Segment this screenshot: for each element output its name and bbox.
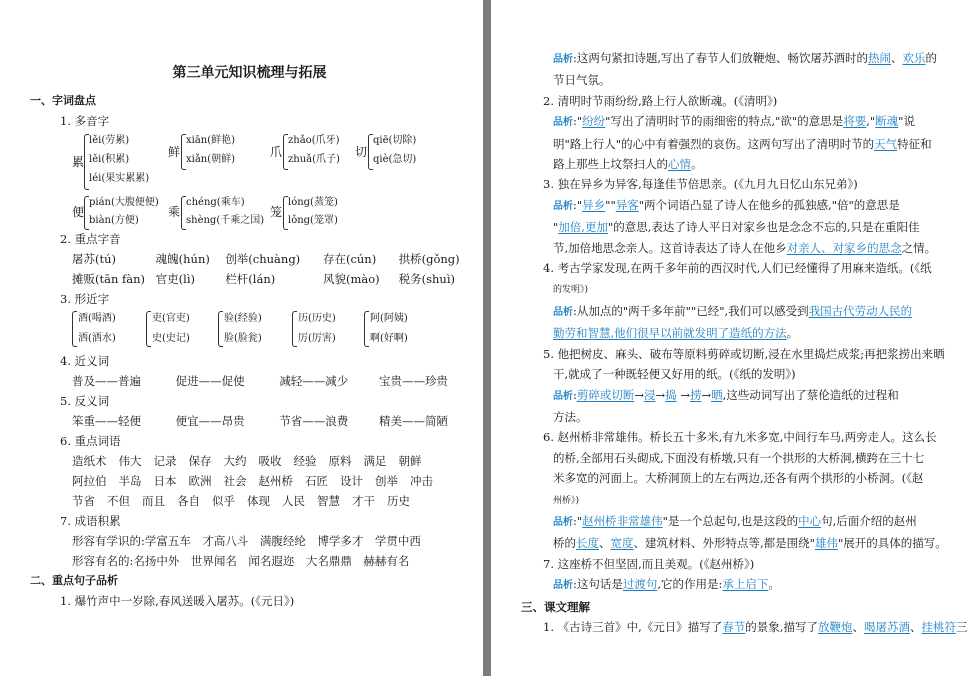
answer-blank: 天气 (874, 136, 898, 151)
key-word: 人民 (282, 494, 305, 508)
analysis-text: 。 (768, 577, 780, 592)
key-word: 创举 (375, 474, 398, 488)
polyphone-row-2 (72, 193, 469, 229)
polyphone-char: 笼 (270, 205, 283, 219)
pronunciation-row (30, 269, 469, 289)
analysis-text: "两个词语凸显了诗人在他乡的孤独感,"倍"的意思是 (638, 197, 900, 212)
analysis-text: 。 (786, 326, 799, 341)
analysis-text: 路上那些上坟祭扫人的 (553, 157, 668, 172)
answer-blank: 捞 (689, 387, 702, 402)
polyphone-char: 便 (72, 205, 85, 219)
arrow-icon: → (634, 387, 645, 402)
key-word: 而且 (142, 494, 165, 508)
sentence-item (531, 427, 959, 511)
key-word: 石匠 (305, 474, 328, 488)
polyphone-reading: qiè(急切) (373, 154, 417, 165)
analysis-text: 桥的 (553, 536, 576, 551)
answer-blank: 断魂 (875, 114, 899, 129)
answer-blank: 雄伟 (814, 536, 838, 551)
analysis-text: 节日气氛。 (553, 73, 611, 88)
similar-item: 厉(厉害) (298, 333, 336, 344)
polyphone-row-1 (72, 131, 469, 193)
polyphone-reading: chéng(乘车) (186, 197, 245, 208)
answer-blank: 长度 (576, 536, 599, 551)
sentence-text: 干,就成了一种既轻便又好用的纸。(《纸的发明》) (553, 367, 796, 382)
analysis-text: 、 (599, 536, 611, 551)
sentence-item: 7. 这座桥不但坚固,而且美观。(《赵州桥》) (543, 556, 755, 571)
analysis-text: "" (605, 197, 616, 212)
antonym-pair: 节省——浪费 (279, 414, 349, 428)
answer-blank: 异乡 (582, 197, 606, 212)
polyphone-reading: zhuǎ(爪子) (288, 154, 340, 165)
key-word: 历史 (387, 494, 410, 508)
pron-item: 存在(cún) (322, 252, 377, 266)
similar-item: 历(历史) (298, 313, 336, 324)
analysis-text: 三 (955, 619, 968, 634)
pron-item: 创举(chuàng) (225, 252, 301, 266)
analysis-text: 之情。 (901, 240, 937, 255)
pron-item: 栏杆(lán) (225, 272, 276, 286)
analysis-text: 的 (925, 51, 938, 65)
answer-blank: 承上启下 (722, 577, 769, 592)
analysis-3 (531, 195, 959, 258)
arrow-icon: → (680, 387, 690, 402)
answer-blank: 剪碎或切断 (576, 387, 635, 402)
polyphone-reading: xiǎn(朝鲜) (186, 154, 236, 165)
key-words-row (30, 451, 469, 471)
analysis-tag: 品析 (553, 306, 573, 318)
answer-blank: 春节 (722, 619, 746, 634)
analysis-text: 、 (852, 619, 864, 634)
subheading-antonyms: 5. 反义词 (60, 394, 110, 408)
similar-item: 啊(好啊) (370, 333, 408, 344)
polyphone-reading: lěi(积累) (89, 154, 130, 165)
key-word: 设计 (340, 474, 363, 488)
polyphone-reading: lóng(蒸笼) (288, 197, 338, 208)
polyphone-reading: pián(大腹便便) (89, 197, 159, 208)
analysis-text: :这句话是 (573, 577, 623, 592)
arrow-icon: → (701, 387, 712, 402)
synonym-pair: 宝贵——珍贵 (378, 374, 448, 388)
brace (72, 311, 77, 347)
key-word: 吸收 (258, 454, 282, 468)
arrow-icon: → (655, 387, 666, 402)
analysis-tag: 品析 (553, 516, 573, 528)
answer-blank: 晒 (711, 387, 723, 402)
sentence-text: 5. 他把树皮、麻头、破布等原料剪碎或切断,浸在水里捣烂成浆;再把浆捞出来晒 (543, 346, 945, 361)
sentence-source: 州桥》) (553, 495, 580, 506)
key-word: 各自 (177, 494, 200, 508)
key-word: 体现 (247, 494, 270, 508)
pronunciation-row (30, 249, 469, 269)
analysis-5 (531, 385, 959, 428)
polyphone-reading: shèng(千乘之国) (186, 215, 265, 226)
similar-item: 史(史记) (152, 333, 190, 344)
sentence-text: 6. 赵州桥非常雄伟。桥长五十多米,有九米多宽,中间行车马,两旁走人。这么长 (543, 430, 937, 445)
answer-blank: 我国古代劳动人民的 (808, 303, 913, 318)
key-word: 大约 (223, 454, 247, 468)
analysis-text: 方法。 (553, 409, 588, 424)
polyphone-char: 切 (355, 145, 368, 159)
analysis-text: :从加点的"两千多年前""已经",我们可以感受到 (573, 303, 809, 318)
answer-blank: 宽度 (610, 536, 634, 551)
analysis-text: 、 (909, 619, 922, 634)
sentence-item (531, 258, 959, 301)
section-heading-sentences: 二、重点句子品析 (30, 574, 118, 587)
analysis-text: 。 (691, 157, 703, 172)
idiom-line: 形容有名的:名扬中外 世界闻名 闻名遐迩 大名鼎鼎 赫赫有名 (72, 554, 410, 568)
polyphone-char: 累 (72, 155, 85, 169)
pron-item: 拱桥(gǒng) (398, 252, 460, 266)
analysis-text: 明"路上行人"的心中有着强烈的哀伤。这两句写出了清明时节的 (553, 136, 875, 151)
pron-item: 税务(shuì) (398, 272, 455, 286)
similar-item: 脸(脸瓮) (224, 333, 262, 344)
answer-blank: 对亲人、对家乡的思念 (786, 240, 902, 255)
answer-blank: 浸 (644, 387, 656, 402)
sentence-text: 米多宽的河面上。大桥洞顶上的左右两边,还各有两个拱形的小桥洞。(《赵 (553, 471, 924, 486)
polyphone-reading: xiān(鲜艳) (186, 135, 236, 146)
synonym-pair: 普及——普遍 (72, 374, 141, 388)
right-page (491, 0, 973, 676)
polyphone-reading: zhǎo(爪牙) (288, 135, 340, 146)
key-word: 记录 (153, 454, 177, 468)
key-word: 造纸术 (72, 454, 107, 468)
brace (292, 311, 297, 347)
similar-item: 吏(官吏) (152, 313, 190, 324)
pron-item: 魂魄(hún) (155, 252, 210, 266)
analysis-text: :这两句紧扣诗题,写出了春节人们放鞭炮、畅饮屠苏酒时的 (573, 51, 869, 65)
key-word: 朝鲜 (398, 454, 422, 468)
analysis-text: "的意思,表达了诗人平日对家乡也是念念不忘的,只是在重阳佳 (607, 220, 920, 235)
section-heading-vocabulary: 一、字词盘点 (30, 94, 96, 107)
key-word: 冲击 (410, 474, 433, 488)
polyphone-reading: biàn(方便) (89, 215, 139, 226)
key-word: 智慧 (317, 494, 340, 508)
similar-item: 阿(阿姨) (370, 313, 408, 324)
analysis-2 (531, 111, 959, 174)
polyphone-char: 爪 (270, 145, 283, 159)
analysis-text: :" (573, 197, 583, 212)
sentence-item: 3. 独在异乡为异客,每逢佳节倍思亲。(《九月九日忆山东兄弟》) (543, 177, 858, 192)
key-word: 满足 (363, 454, 387, 468)
analysis-tag: 品析 (553, 580, 573, 592)
key-word: 赵州桥 (258, 474, 293, 488)
key-word: 半岛 (118, 474, 142, 488)
polyphone-char: 鲜 (168, 145, 181, 159)
answer-blank: 捣 (665, 387, 677, 402)
pron-item: 摊贩(tān fàn) (72, 272, 146, 286)
analysis-text: "说 (898, 114, 915, 129)
analysis-text: " (553, 220, 559, 235)
subheading-key-words: 6. 重点词语 (60, 434, 121, 448)
key-word: 经验 (293, 454, 317, 468)
answer-blank: 勤劳和智慧,他们很早以前就发明了造纸的方法 (553, 326, 787, 341)
key-word: 欧洲 (188, 474, 212, 488)
page-title: 第三单元知识梳理与拓展 (172, 65, 327, 81)
page-gutter (483, 0, 491, 676)
answer-blank: 欢乐 (902, 51, 926, 65)
analysis-text: 1. 《古诗三首》中,《元日》描写了 (543, 619, 723, 634)
answer-blank: 纷纷 (582, 114, 606, 129)
polyphone-reading: léi(果实累累) (89, 173, 150, 184)
sentence-text: 4. 考古学家发现,在两千多年前的西汉时代,人们已经懂得了用麻来造纸。(《纸 (543, 261, 932, 276)
brace (218, 311, 223, 347)
subheading-synonyms: 4. 近义词 (60, 354, 110, 368)
brace (146, 311, 151, 347)
key-word: 伟大 (118, 454, 142, 468)
analysis-text: "写出了清明时节的雨细密的特点,"欲"的意思是 (605, 114, 844, 129)
answer-blank: 挂桃符 (921, 619, 956, 634)
similar-item: 酒(喝酒) (78, 313, 116, 324)
answer-blank: 热闹 (868, 51, 892, 65)
analysis-tag: 品析 (553, 54, 573, 65)
answer-blank: 中心 (798, 513, 822, 528)
analysis-text: 、建筑材料、外形特点等,都是围绕" (633, 536, 815, 551)
section-heading-text-understanding: 三、课文理解 (521, 599, 590, 614)
analysis-text: :" (573, 513, 583, 528)
answer-blank: 喝屠苏酒 (863, 619, 910, 634)
key-word: 节省 (72, 494, 95, 508)
answer-blank: 放鞭炮 (817, 619, 853, 634)
analysis-text: ,这些动词写出了蔡伦造纸的过程和 (722, 387, 899, 402)
key-word: 才干 (352, 494, 375, 508)
key-word: 保存 (188, 454, 212, 468)
subheading-similar-chars: 3. 形近字 (60, 292, 110, 306)
analysis-text: ,它的作用是: (657, 577, 723, 592)
analysis-7 (531, 574, 959, 596)
key-word: 日本 (153, 474, 177, 488)
polyphone-reading: lěi(劳累) (89, 135, 130, 146)
analysis-text: 节,加倍地思念亲人。这首诗表达了诗人在他乡 (553, 240, 787, 255)
analysis-text: "展开的具体的描写。 (837, 536, 947, 551)
analysis-text: 句,后面介绍的赵州 (821, 513, 917, 528)
analysis-text: 的景象,描写了 (745, 619, 818, 634)
key-word: 阿拉伯 (72, 474, 107, 488)
answer-blank: 异客 (615, 197, 639, 212)
synonym-row (30, 371, 469, 391)
antonym-pair: 精美——简陋 (378, 414, 448, 428)
sentence-item: 2. 清明时节雨纷纷,路上行人欲断魂。(《清明》) (543, 93, 778, 108)
key-word: 似乎 (212, 494, 235, 508)
antonym-pair: 便宜——昂贵 (175, 414, 245, 428)
analysis-4 (531, 301, 959, 344)
subheading-idioms: 7. 成语积累 (60, 514, 121, 528)
pron-item: 屠苏(tú) (72, 252, 117, 266)
analysis-text: 特征和 (897, 136, 932, 151)
analysis-text: : (573, 387, 577, 402)
antonym-pair: 笨重——轻便 (72, 414, 141, 428)
subheading-key-pronunciation: 2. 重点字音 (60, 232, 121, 246)
key-words-row (30, 491, 469, 511)
analysis-1 (531, 48, 959, 91)
analysis-text: "是一个总起句,也是这段的 (662, 513, 799, 528)
similar-item: 验(经验) (224, 313, 262, 324)
answer-blank: 加倍,更加 (558, 220, 608, 235)
similar-chars-row (72, 309, 469, 349)
subheading-polyphones: 1. 多音字 (60, 114, 110, 128)
key-word: 不但 (107, 494, 130, 508)
analysis-text: ," (866, 114, 876, 129)
analysis-text: 、 (891, 51, 903, 65)
answer-blank: 将要 (843, 114, 867, 129)
polyphone-reading: lǒng(笼罩) (288, 215, 338, 226)
pron-item: 官吏(lì) (155, 272, 195, 286)
answer-blank: 过渡句 (622, 577, 658, 592)
sentence-text: 的桥,全部用石头砌成,下面没有桥墩,只有一个拱形的大桥洞,横跨在三十七 (553, 450, 925, 465)
sentence-item (531, 344, 959, 385)
idiom-line: 形容有学识的:学富五车 才高八斗 满腹经纶 博学多才 学贯中西 (72, 534, 421, 548)
polyphone-char: 乘 (168, 205, 181, 219)
similar-item: 洒(洒水) (78, 333, 116, 344)
sentence-source: 的发明》) (553, 285, 589, 296)
synonym-pair: 促进——促使 (175, 374, 245, 388)
left-page (0, 0, 483, 676)
understanding-item (531, 617, 968, 637)
analysis-tag: 品析 (553, 390, 573, 402)
antonym-row (30, 411, 469, 431)
pron-item: 风貌(mào) (322, 272, 380, 286)
analysis-tag: 品析 (553, 200, 573, 212)
brace (364, 311, 369, 347)
answer-blank: 赵州桥非常雄伟 (582, 513, 663, 528)
analysis-tag: 品析 (553, 117, 573, 129)
analysis-6 (531, 511, 959, 554)
key-word: 社会 (223, 474, 247, 488)
analysis-text: :" (573, 114, 583, 129)
sentence-item: 1. 爆竹声中一岁除,春风送暖入屠苏。(《元日》) (60, 594, 295, 608)
key-words-row (30, 471, 469, 491)
answer-blank: 心情 (668, 157, 691, 172)
polyphone-reading: qiē(切除) (373, 135, 417, 146)
key-word: 原料 (328, 454, 352, 468)
synonym-pair: 减轻——减少 (279, 374, 349, 388)
